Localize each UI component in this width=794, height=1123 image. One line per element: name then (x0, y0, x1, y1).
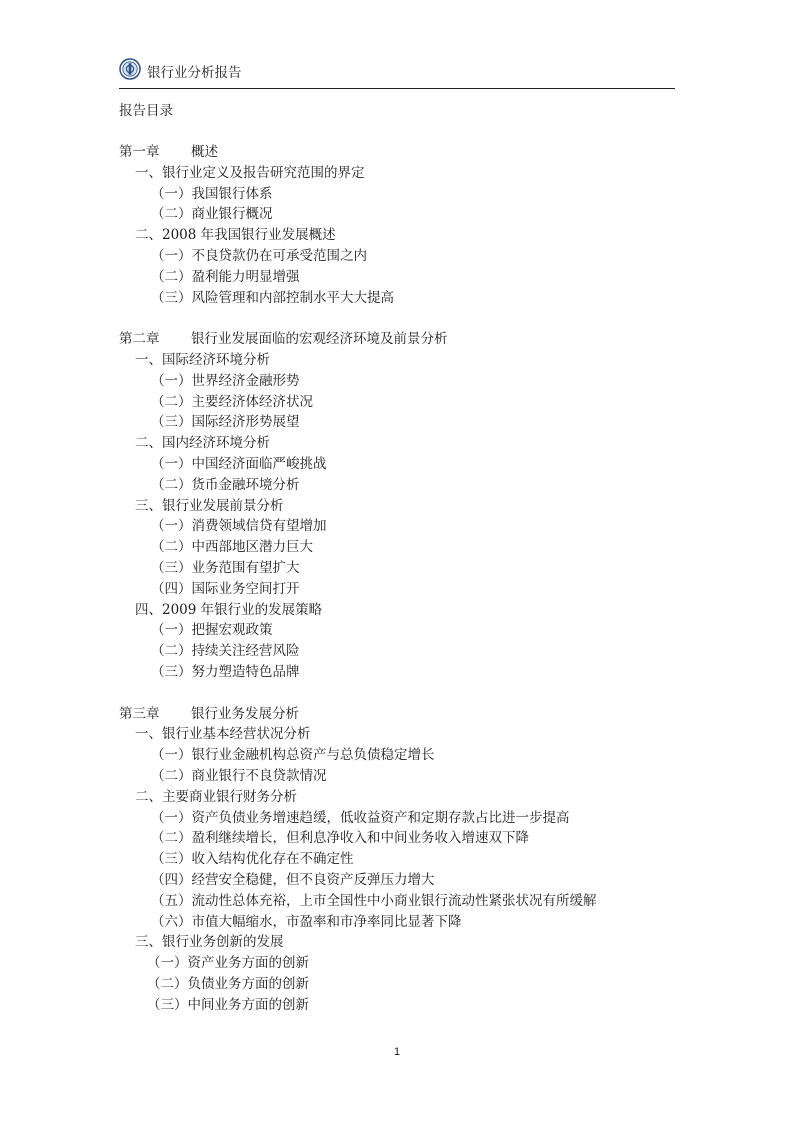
toc-entry-text: （三）国际经济形势展望 (151, 414, 300, 431)
toc-section (135, 497, 284, 515)
toc-subsection (151, 829, 529, 847)
toc-subsection (151, 268, 300, 286)
toc-entry-text: （一）中国经济面临严峻挑战 (151, 456, 327, 472)
toc-subsection (147, 996, 309, 1014)
toc-subsection (151, 642, 300, 660)
toc-entry-text: 二、国内经济环境分析 (135, 435, 270, 452)
toc-subsection (151, 871, 435, 889)
toc-entry-text: （二）盈利能力明显增强 (151, 268, 300, 285)
toc-subsection (151, 850, 354, 868)
toc-entry-text: 三、银行业发展前景分析 (135, 497, 284, 514)
toc-entry-text: （一）我国银行体系 (151, 185, 273, 202)
toc-entry-text: （三）收入结构优化存在不确定性 (151, 851, 354, 868)
chapter-number: 第一章 (119, 144, 160, 160)
toc-subsection (151, 538, 313, 556)
toc-subsection (151, 767, 327, 785)
toc-entry-text: （一）资产业务方面的创新 (147, 955, 309, 972)
page-number: 1 (393, 1046, 401, 1058)
toc-subsection (151, 205, 273, 223)
toc-entry-text: （六）市值大幅缩水，市盈率和市净率同比显著下降 (151, 913, 462, 930)
toc-subsection (151, 621, 273, 639)
toc-subsection (151, 393, 313, 411)
toc-subsection (151, 809, 570, 827)
toc-subsection (151, 559, 300, 577)
toc-entry-text: （二）商业银行不良贷款情况 (151, 768, 327, 784)
toc-subsection (151, 455, 327, 473)
toc-entry-text: （一）把握宏观政策 (151, 622, 273, 639)
toc-entry-text: （一）资产负债业务增速趋缓，低收益资产和定期存款占比进一步提高 (151, 809, 570, 826)
toc-entry-text: （二）盈利继续增长，但利息净收入和中间业务收入增速双下降 (151, 830, 529, 847)
toc-entry-text: （二）中西部地区潜力巨大 (151, 539, 313, 556)
bank-seal-icon (119, 58, 141, 80)
toc-subsection (151, 913, 462, 931)
toc-section (135, 226, 336, 244)
toc-entry-text: 二、2008 年我国银行业发展概述 (135, 227, 336, 244)
toc-subsection (151, 476, 300, 494)
toc-section (135, 725, 311, 743)
toc-entry-text: （五）流动性总体充裕，上市全国性中小商业银行流动性紧张状况有所缓解 (151, 892, 597, 909)
toc-subsection (151, 746, 435, 764)
toc-section (135, 351, 270, 369)
toc-subsection (151, 185, 273, 203)
toc-subsection (147, 975, 309, 993)
toc-section (135, 788, 297, 806)
toc-subsection (151, 289, 394, 307)
chapter-number: 第三章 (119, 705, 160, 722)
toc-entry-text: （一）世界经济金融形势 (151, 372, 300, 389)
document-title: 报告目录 (119, 103, 173, 119)
header-title: 银行业分析报告 (147, 65, 242, 81)
toc-subsection (151, 663, 300, 681)
toc-entry-text: （三）风险管理和内部控制水平大大提高 (151, 289, 394, 306)
toc-section (135, 434, 270, 452)
toc-subsection (151, 413, 300, 431)
toc-entry-text: （三）中间业务方面的创新 (147, 996, 309, 1013)
toc-subsection (151, 247, 367, 265)
toc-entry-text: 银行业务发展分析 (191, 705, 299, 722)
chapter-number: 第二章 (119, 331, 160, 348)
toc-entry-text: 银行业发展面临的宏观经济环境及前景分析 (191, 331, 448, 348)
toc-entry-text: （四）国际业务空间打开 (151, 580, 300, 597)
toc-entry-text: 一、国际经济环境分析 (135, 352, 270, 368)
toc-chapter (119, 143, 218, 161)
page-header (119, 58, 675, 89)
toc-entry-text: （一）消费领域信贷有望增加 (151, 518, 327, 535)
toc-entry-text: 一、银行业基本经营状况分析 (135, 726, 311, 743)
toc-entry-text: （三）努力塑造特色品牌 (151, 664, 300, 680)
toc-entry-text: （二）商业银行概况 (151, 206, 273, 223)
toc-entry-text: （三）业务范围有望扩大 (151, 560, 300, 576)
toc-entry-text: 四、2009 年银行业的发展策略 (135, 601, 323, 618)
toc-subsection (151, 372, 300, 390)
toc-entry-text: （二）负债业务方面的创新 (147, 976, 309, 992)
toc-subsection (151, 892, 597, 910)
toc-section (135, 601, 322, 619)
toc-entry-text: 概述 (191, 144, 218, 160)
toc-subsection (151, 580, 300, 598)
toc-entry-text: 三、银行业务创新的发展 (135, 934, 284, 951)
toc-section (135, 164, 365, 182)
toc-chapter (119, 330, 448, 348)
toc-entry-text: （一）银行业金融机构总资产与总负债稳定增长 (151, 747, 435, 764)
toc-entry-text: （四）经营安全稳健，但不良资产反弹压力增大 (151, 872, 435, 888)
toc-entry-text: 二、主要商业银行财务分析 (135, 788, 297, 805)
toc-entry-text: （二）货币金融环境分析 (151, 476, 300, 493)
toc-chapter (119, 705, 299, 723)
toc-entry-text: （二）主要经济体经济状况 (151, 393, 313, 410)
toc-entry-text: （二）持续关注经营风险 (151, 643, 300, 660)
toc-subsection (151, 517, 327, 535)
toc-section (135, 933, 284, 951)
toc-entry-text: （一）不良贷款仍在可承受范围之内 (151, 248, 367, 264)
toc-entry-text: 一、银行业定义及报告研究范围的界定 (135, 164, 365, 181)
toc-subsection (147, 954, 309, 972)
